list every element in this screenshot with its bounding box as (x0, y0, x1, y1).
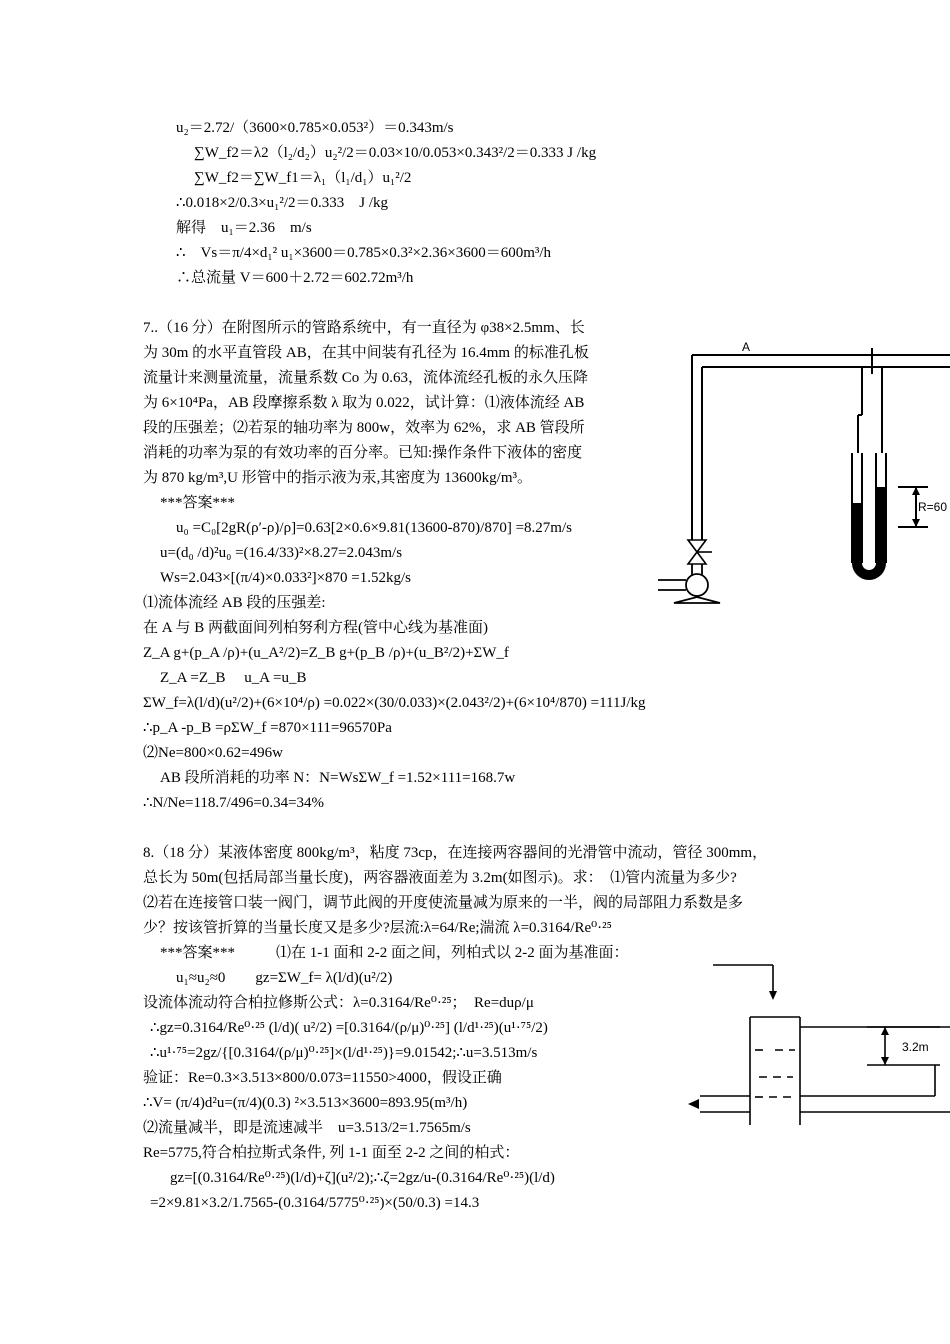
p8-answer-3: ∴gz=0.3164/Re⁰·²⁵ (l/d)( u²/2) =[0.3164/(ρ/μ)⁰·²⁵] (l/d¹·²⁵)(u¹·⁷⁵/2) (150, 1020, 548, 1036)
p7-answer-7: Z_A =Z_B u_A =u_B (160, 670, 307, 686)
p7-answer-2: u=(d₀ /d)²u₀ =(16.4/33)²×8.27=2.043m/s (160, 545, 403, 561)
s1-line-7: ∴总流量 V＝600＋2.72＝602.72m³/h (176, 270, 414, 286)
p8-answer-5: 验证：Re=0.3×3.513×800/0.073=11550>4000，假设正确 (143, 1070, 502, 1086)
s1-line-3: ∑W_f2＝∑W_f1＝λ₁（l₁/d₁）u₁²/2 (194, 170, 412, 186)
pipe-system-figure (650, 335, 950, 615)
p7-answer-6: Z_A g+(p_A /ρ)+(u_A²/2)=Z_B g+(p_B /ρ)+(u_B²/2)+ΣW_f (143, 645, 509, 661)
p7-answer-4: ⑴流体流经 AB 段的压强差: (143, 595, 326, 611)
p8-question-1: 8.（18 分）某液体密度 800kg/m³，粘度 73cp，在连接两容器间的光滑管中流动，管径 300mm， (143, 845, 768, 861)
p7-answer-10: ⑵Ne=800×0.62=496w (143, 745, 283, 761)
p8-answer-9: gz=[(0.3164/Re⁰·²⁵)(l/d)+ζ](u²/2);∴ζ=2gz/u-(0.3164/Re⁰·²⁵)(l/d) (170, 1170, 555, 1186)
p7-question-6: 消耗的功率为泵的有效功率的百分率。已知:操作条件下液体的密度 (143, 445, 583, 461)
s1-line-2: ∑W_f2＝λ2（l₂/d₂）u₂²/2＝0.03×10/0.053×0.343²/2＝0.333 J /kg (194, 145, 597, 161)
p7-question-2: 为 30m 的水平直管段 AB，在其中间装有孔径为 16.4mm 的标准孔板 (143, 345, 589, 361)
s1-line-4: ∴0.018×2/0.3×u₁²/2＝0.333 J /kg (176, 195, 389, 211)
p8-question-3: ⑵若在连接管口装一阀门，调节此阀的开度使流量减为原来的一半，阀的局部阻力系数是多 (143, 895, 744, 911)
p8-answer-intro: ⑴在 1-1 面和 2-2 面之间，列柏式以 2-2 面为基准面： (276, 945, 629, 961)
figure-label-height: 3.2m (902, 1040, 929, 1054)
p7-answer-5: 在 A 与 B 两截面间列柏努利方程(管中心线为基准面) (143, 620, 489, 636)
p7-question-1: 7..（16 分）在附图所示的管路系统中，有一直径为 φ38×2.5mm、长 (143, 320, 585, 336)
p8-answer-1: u₁≈u₂≈0 gz=ΣW_f= λ(l/d)(u²/2) (176, 970, 393, 986)
s1-line-6: ∴ Vs＝π/4×d₁² u₁×3600＝0.785×0.3²×2.36×3600＝600m³/h (176, 245, 552, 261)
p8-answer-7: ⑵流量减半，即是流速减半 u=3.513/2=1.7565m/s (143, 1120, 471, 1136)
p8-answer-4: ∴u¹·⁷⁵=2gz/{[0.3164/(ρ/μ)⁰·²⁵]×(l/d¹·²⁵)}=9.01542;∴u=3.513m/s (150, 1045, 538, 1061)
p8-question-2: 总长为 50m(包括局部当量长度)，两容器液面差为 3.2m(如图示)。求： ⑴管内流量为多少? (143, 870, 737, 886)
p8-answer-heading: ***答案*** (160, 945, 236, 961)
p7-answer-8: ΣW_f=λ(l/d)(u²/2)+(6×10⁴/ρ) =0.022×(30/0.033)×(2.043²/2)+(6×10⁴/870) =111J/kg (143, 695, 646, 711)
p7-answer-3: Ws=2.043×[(π/4)×0.033²]×870 =1.52kg/s (160, 570, 412, 586)
p7-answer-12: ∴N/Ne=118.7/496=0.34=34% (143, 795, 325, 811)
p7-answer-1: u₀ =C₀[2gR(ρ′-ρ)/ρ]=0.63[2×0.6×9.81(13600-870)/870] =8.27m/s (176, 520, 572, 536)
s1-line-5: 解得 u₁＝2.36 m/s (176, 220, 312, 236)
two-tank-figure (685, 955, 950, 1125)
figure-label-r: R=60 (918, 500, 948, 514)
figure-label-a: A (742, 340, 751, 354)
p8-answer-10: =2×9.81×3.2/1.7565-(0.3164/5775⁰·²⁵)×(50/0.3) =14.3 (150, 1195, 480, 1211)
p8-answer-2: 设流体流动符合柏拉修斯公式：λ=0.3164/Re⁰·²⁵； Re=duρ/μ (143, 995, 534, 1011)
p8-answer-6: ∴V= (π/4)d²u=(π/4)(0.3) ²×3.513×3600=893.95(m³/h) (143, 1095, 468, 1111)
p7-question-4: 为 6×10⁴Pa，AB 段摩擦系数 λ 取为 0.022，试计算：⑴液体流经 AB (143, 395, 585, 411)
p8-question-4: 少？按该管折算的当量长度又是多少?层流:λ=64/Re;湍流 λ=0.3164/Re⁰·²⁵ (143, 920, 612, 936)
p8-answer-8: Re=5775,符合柏拉斯式条件, 列 1-1 面至 2-2 之间的柏式： (143, 1145, 520, 1161)
p7-question-7: 为 870 kg/m³,U 形管中的指示液为汞,其密度为 13600kg/m³。 (143, 470, 532, 486)
p7-answer-heading: ***答案*** (160, 495, 236, 511)
p7-answer-9: ∴p_A -p_B =ρΣW_f =870×111=96570Pa (143, 720, 392, 736)
s1-line-1: u₂＝2.72/（3600×0.785×0.053²）＝0.343m/s (176, 120, 454, 136)
p7-answer-11: AB 段所消耗的功率 N：N=WsΣW_f =1.52×111=168.7w (160, 770, 516, 786)
p7-question-3: 流量计来测量流量，流量系数 Co 为 0.63，流体流经孔板的永久压降 (143, 370, 589, 386)
p7-question-5: 段的压强差；⑵若泵的轴功率为 800w，效率为 62%，求 AB 管段所 (143, 420, 585, 436)
